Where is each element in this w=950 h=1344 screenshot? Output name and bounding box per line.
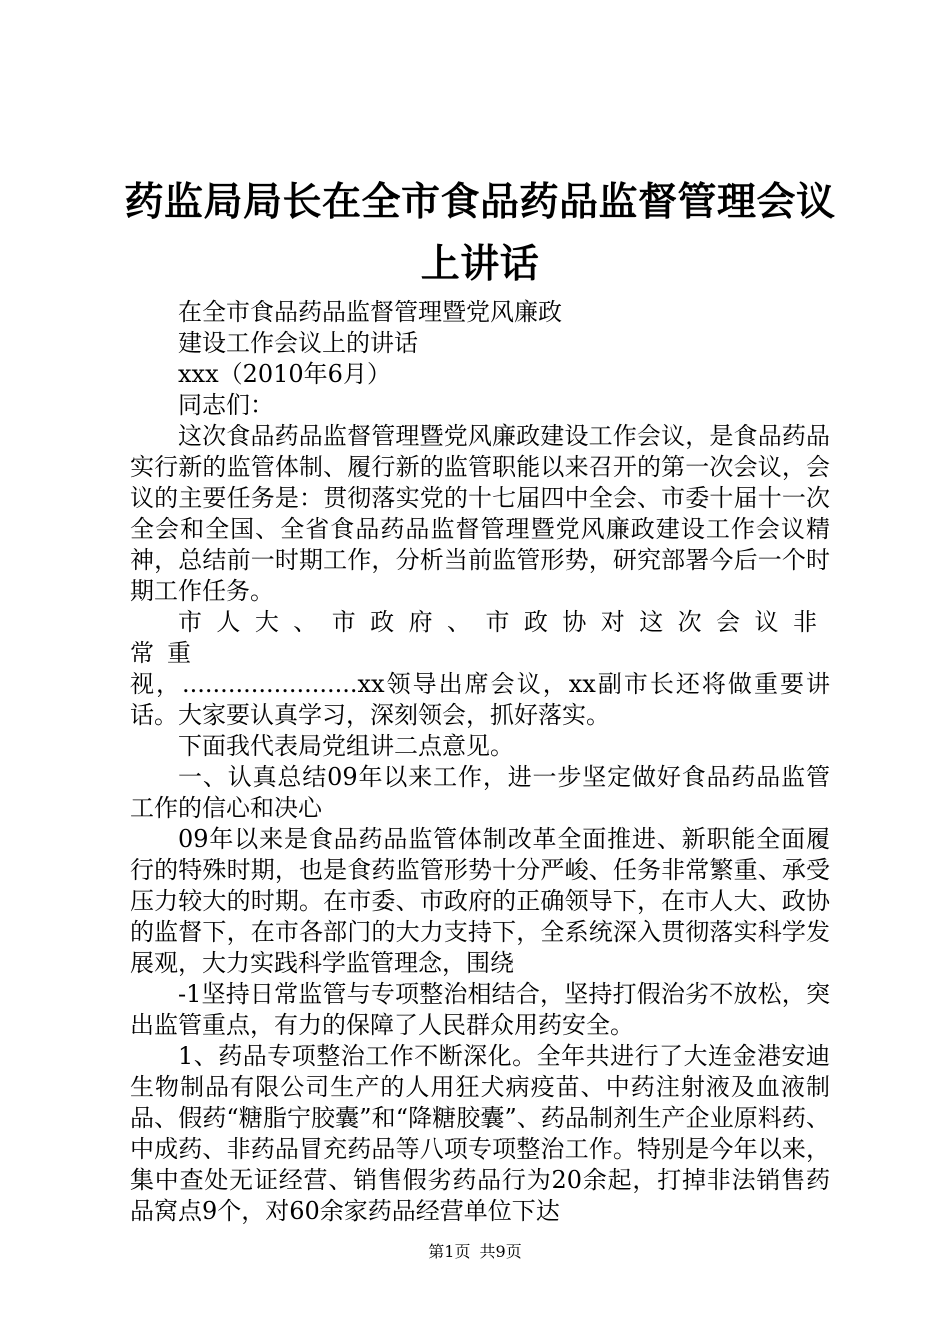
salutation: 同志们： [178, 391, 274, 419]
document-title: 药监局局长在全市食品药品监督管理会议上讲话 [124, 180, 836, 287]
section-heading: 一、认真总结09年以来工作，进一步坚定做好食品药品监管工作的信心和决心 [130, 763, 830, 822]
paragraph: 下面我代表局党组讲二点意见。 [178, 732, 514, 760]
paragraph: -1坚持日常监管与专项整治相结合，坚持打假治劣不放松，突出监管重点，有力的保障了人民群众用药安全。 [130, 980, 830, 1039]
paragraph: 视，.......................xx领导出席会议，xx副市长还将做重要讲话。大家要认真学习，深刻领会，抓好落实。 [130, 670, 830, 729]
paragraph: 1、药品专项整治工作不断深化。全年共进行了大连金港安迪生物制品有限公司生产的人用狂犬病疫苗、中药注射液及血液制品、假药“糖脂宁胶囊”和“降糖胶囊”、药品制剂生产企业原料药、中成药、非药品冒充药品等八项专项整治工作。特别是今年以来，集中查处无证经营、销售假劣药品行为20余起，打掉非法销售药品窝点9个，对60余家药品经营单位下达 [130, 1042, 830, 1225]
subtitle-line-2: 建设工作会议上的讲话 [178, 329, 418, 357]
paragraph: 这次食品药品监督管理暨党风廉政建设工作会议，是食品药品实行新的监管体制、履行新的监管职能以来召开的第一次会议，会议的主要任务是：贯彻落实党的十七届四中全会、市委十届十一次全会和全国、全省食品药品监督管理暨党风廉政建设工作会议精神，总结前一时期工作，分析当前监管形势，研究部署今后一个时期工作任务。 [130, 422, 830, 605]
paragraph: 09年以来是食品药品监管体制改革全面推进、新职能全面履行的特殊时期，也是食药监管形势十分严峻、任务非常繁重、承受压力较大的时期。在市委、市政府的正确领导下，在市人大、政协的监督下，在市各部门的大力支持下，全系统深入贯彻落实科学发展观，大力实践科学监管理念，围绕 [130, 825, 830, 977]
paragraph: 市人大、市政府、市政协对这次会议非常重 [130, 608, 830, 667]
page-footer [0, 1242, 950, 1262]
subtitle-line-1: 在全市食品药品监督管理暨党风廉政 [178, 298, 562, 326]
page-number: 第1页 [428, 1242, 471, 1261]
page-total: 共9页 [479, 1242, 522, 1261]
document-body [130, 297, 830, 1227]
author-date: xxx（2010年6月） [178, 360, 391, 388]
